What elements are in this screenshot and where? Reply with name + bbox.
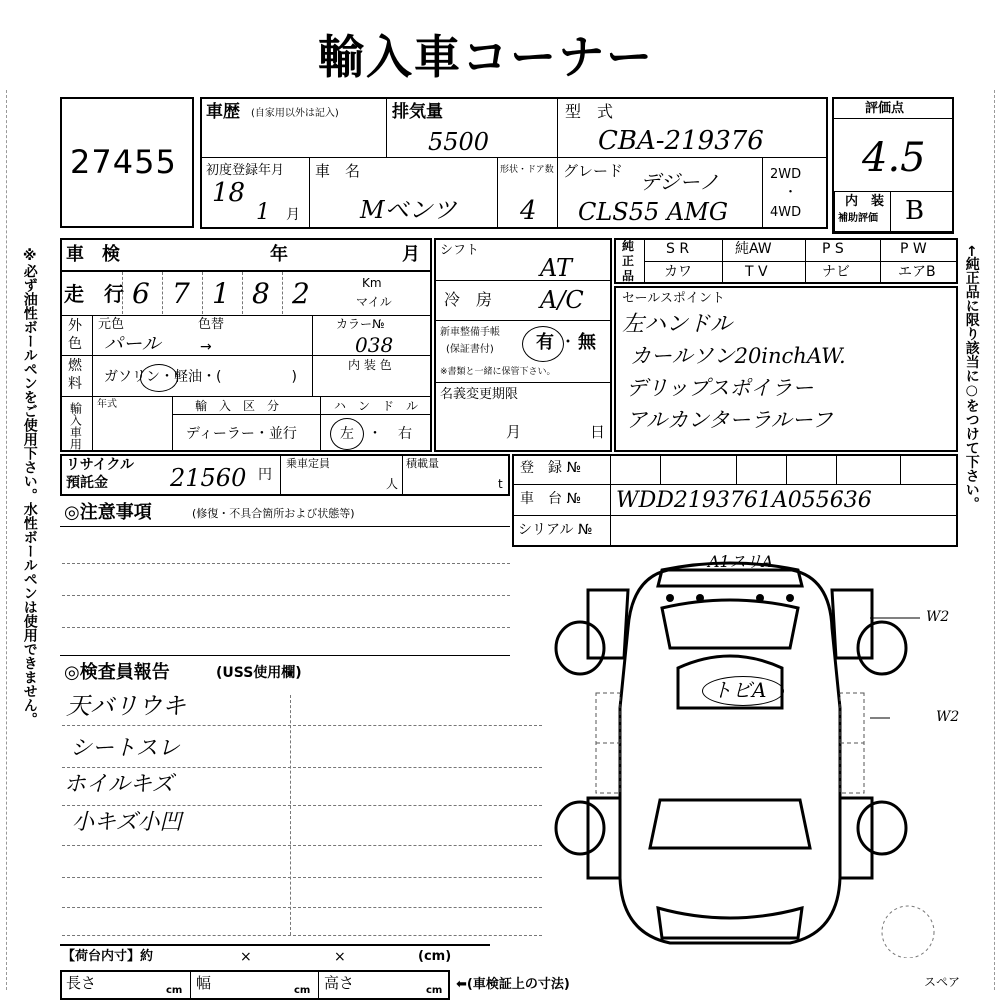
import-label: 輸入車用: [68, 402, 83, 450]
right-damage-note-1: W2: [926, 609, 950, 625]
inspection-month: 月: [402, 244, 420, 265]
sales-point-2: カールソン20inchAW.: [630, 344, 846, 368]
load-label: 積載量: [406, 457, 439, 470]
odometer-cell-divider: [162, 272, 163, 314]
inspector-line-2: シートスレ: [70, 736, 180, 761]
right-rear-fender: [832, 590, 872, 658]
handle-left: 左: [340, 426, 354, 442]
first-reg-month-unit: 月: [286, 207, 300, 223]
drive-4wd: 4WD: [770, 205, 802, 220]
odometer-cell-divider: [282, 272, 283, 314]
lot-number: 27455: [70, 143, 177, 181]
first-reg-label: 初度登録年月: [206, 163, 285, 178]
maintenance-label-2: (保証書付): [446, 344, 494, 355]
odometer-cell-divider: [242, 272, 243, 314]
interior-sub-label: 補助評価: [838, 213, 878, 224]
maintenance-dot: ・: [560, 332, 577, 351]
model-code-value: CBA-219376: [598, 126, 764, 156]
first-reg-month: 1: [256, 200, 270, 225]
recycle-label-2: 預託金: [66, 475, 108, 491]
right-damage-note-2: W2: [936, 709, 960, 725]
dims-length-label: 長さ: [66, 974, 97, 992]
car-name-label: 車 名: [315, 162, 361, 180]
color-no-label: カラー№: [336, 317, 385, 331]
genuine-sr: S R: [666, 241, 690, 257]
sales-point-1: 左ハンドル: [622, 312, 733, 337]
left-front-fender: [588, 798, 620, 878]
vehicle-dims-box: [60, 970, 450, 1000]
grade-value-top: デジーノ: [640, 170, 720, 194]
cargo-label: 【荷台内寸】約: [62, 949, 154, 964]
spare-tire: [882, 906, 934, 958]
import-category-options: ディーラー・並行: [186, 426, 297, 442]
score-value: 4.5: [862, 135, 926, 181]
dims-height-unit: cm: [426, 985, 443, 996]
grade-value: CLS55 AMG: [578, 198, 728, 226]
history-note: (自家用以外は記入): [251, 108, 339, 119]
maintenance-yes-circle: [522, 326, 564, 362]
car-windshield: [650, 800, 810, 848]
model-code-label: 型 式: [565, 102, 614, 121]
recycle-label-1: リサイクル: [66, 457, 135, 473]
right-side-note: ←純正品に限り該当に○をつけて下さい。: [963, 245, 980, 511]
grade-label: グレード: [563, 162, 624, 180]
odometer-digit: 8: [252, 277, 270, 310]
sales-points-label: セールスポイント: [622, 291, 725, 306]
left-rear-wheel: [556, 622, 604, 674]
genuine-navi: ナビ: [822, 264, 850, 280]
roof-damage-note: トビA: [712, 678, 767, 702]
genuine-airbag: エアB: [898, 264, 936, 280]
doors-label: 形状・ドア数: [500, 165, 554, 175]
notes-label: ◎注意事項: [64, 502, 152, 523]
fuel-label-2: 料: [68, 376, 82, 392]
name-change-day: 日: [590, 423, 606, 441]
import-category-label: 輸 入 区 分: [195, 399, 280, 413]
dims-length-unit: cm: [166, 985, 183, 996]
color-no-value: 038: [355, 333, 394, 357]
right-rear-wheel: [858, 622, 906, 674]
capacity-unit: 人: [386, 477, 399, 491]
name-change-label: 名義変更期限: [440, 387, 519, 402]
import-year-label: 年式: [97, 399, 117, 410]
handle-right: 右: [398, 426, 412, 442]
odometer-cell-divider: [122, 272, 123, 314]
right-margin-line: [994, 90, 995, 990]
left-front-wheel: [556, 802, 604, 854]
genuine-leather: カワ: [664, 264, 692, 280]
rear-damage-note: A1スリA: [708, 552, 774, 571]
sales-point-3: デリップスポイラー: [626, 376, 814, 400]
genuine-label-3: 品: [622, 269, 635, 283]
color-orig-value: パール: [104, 333, 161, 355]
mileage-label: 走 行: [64, 282, 124, 306]
chassis-value: WDD2193761A055636: [616, 488, 872, 513]
inspector-line-3: ホイルキズ: [64, 772, 174, 797]
dims-note: ⬅(車検証上の寸法): [456, 977, 570, 992]
color-label-1: 外: [68, 318, 82, 334]
shift-value: AT: [540, 254, 573, 282]
fuel-gasoline-circle: [140, 364, 178, 392]
maintenance-note: ※書類と一緒に保管下さい。: [440, 367, 556, 377]
inspection-year: 年: [270, 244, 288, 265]
genuine-tv: T V: [745, 264, 768, 280]
aircon-value: A/C: [540, 286, 584, 314]
odometer-cell-divider: [202, 272, 203, 314]
genuine-aw: 純AW: [735, 241, 772, 257]
left-side-note: ※必ず油性ボールペンをご使用下さい。水性ボールペンは使用できません。: [21, 248, 38, 726]
fuel-options: ガソリン・軽油・( ): [104, 369, 297, 385]
genuine-label-1: 純: [622, 239, 635, 253]
odometer-digit: 7: [172, 277, 190, 310]
chassis-label: 車 台 №: [520, 491, 582, 507]
inspector-sub: (USS使用欄): [216, 665, 302, 681]
interior-label: 内 装: [845, 194, 885, 209]
car-damage-diagram: [540, 548, 960, 958]
displacement-label: 排気量: [392, 102, 443, 122]
maintenance-yes: 有: [536, 332, 554, 353]
inspection-label: 車 検: [66, 244, 120, 265]
car-front-bumper: [658, 908, 802, 938]
car-rear-window: [662, 600, 798, 648]
aircon-label: 冷 房: [444, 290, 493, 309]
interior-grade: B: [905, 196, 925, 226]
inspector-line-1: 天バリウキ: [66, 692, 186, 720]
score-label: 評価点: [865, 101, 905, 116]
inspector-line-4: 小キズ小凹: [72, 810, 182, 835]
serial-label: シリアル №: [518, 522, 593, 538]
interior-color-label: 内 装 色: [348, 358, 392, 372]
name-change-month: 月: [506, 423, 522, 441]
spare-label: スペア: [924, 975, 961, 989]
left-margin-line: [6, 90, 7, 990]
car-name-value: Mベンツ: [360, 196, 457, 224]
dims-height-label: 高さ: [324, 974, 355, 992]
handle-label: ハ ン ド ル: [334, 399, 419, 413]
displacement-value: 5500: [428, 128, 490, 156]
inspector-label: ◎検査員報告: [64, 662, 170, 683]
notes-sub: (修復・不具合箇所および状態等): [192, 507, 355, 520]
header-divider: [200, 157, 828, 158]
color-change-label: 色替: [198, 317, 225, 332]
odometer-digit: 6: [132, 277, 150, 310]
right-front-fender: [840, 798, 872, 878]
capacity-label: 乗車定員: [286, 457, 330, 470]
genuine-pw: P W: [900, 241, 927, 257]
sales-point-4: アルカンターラルーフ: [626, 408, 833, 432]
cargo-unit: (cm): [418, 949, 452, 964]
recycle-value: 21560: [170, 464, 247, 492]
dims-width-label: 幅: [196, 974, 212, 992]
history-label: 車歴: [206, 102, 240, 122]
left-rear-fender: [588, 590, 628, 658]
right-front-wheel: [858, 802, 906, 854]
mileage-unit-km: Km: [362, 276, 382, 290]
first-reg-year: 18: [212, 178, 246, 208]
load-unit: t: [498, 477, 503, 491]
color-label-2: 色: [68, 336, 82, 352]
drive-dot: ・: [784, 185, 798, 200]
registration-label: 登 録 №: [520, 460, 582, 476]
maintenance-no: 無: [578, 332, 596, 353]
genuine-label-2: 正: [622, 254, 635, 268]
handle-dot: ・: [368, 426, 382, 442]
maintenance-label-1: 新車整備手帳: [440, 327, 500, 338]
doors-value: 4: [520, 196, 537, 226]
recycle-unit: 円: [258, 467, 272, 483]
page-title: 輸入車コーナー: [318, 30, 654, 84]
fuel-label-1: 燃: [68, 358, 82, 374]
handle-left-circle: [330, 418, 364, 450]
cargo-x1: ×: [240, 949, 252, 965]
color-orig-label: 元色: [98, 317, 125, 332]
genuine-ps: P S: [822, 241, 844, 257]
cargo-x2: ×: [334, 949, 346, 965]
mileage-unit-mile: マイル: [356, 295, 392, 309]
drive-2wd: 2WD: [770, 167, 802, 182]
car-body-outline: [620, 570, 840, 943]
odometer-digit: 1: [212, 277, 230, 310]
dims-width-unit: cm: [294, 985, 311, 996]
shift-label: シフト: [440, 243, 480, 258]
color-arrow: →: [200, 339, 212, 355]
odometer-digit: 2: [292, 277, 310, 310]
